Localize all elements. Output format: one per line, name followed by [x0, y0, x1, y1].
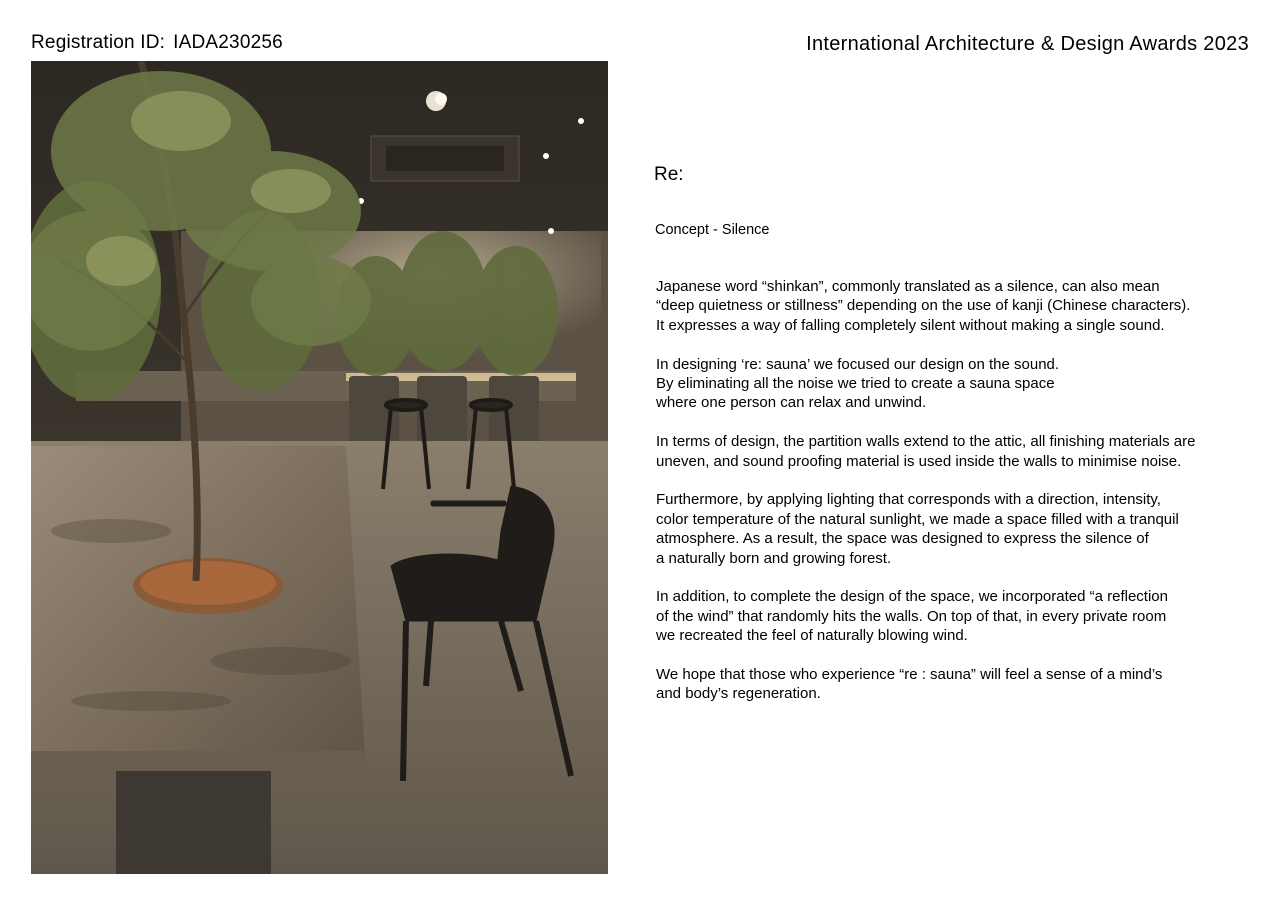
paragraph — [656, 355, 1256, 413]
registration-value: IADA230256 — [173, 32, 283, 53]
interior-photo — [31, 61, 608, 874]
text-line: “deep quietness or stillness” depending on the use of kanji (Chinese characters). — [656, 297, 1191, 315]
registration-id — [31, 32, 283, 54]
text-line: uneven, and sound proofing material is used inside the walls to minimise noise. — [656, 452, 1182, 470]
text-line: We hope that those who experience “re : sauna” will feel a sense of a mind’s — [656, 666, 1163, 684]
paragraph — [656, 277, 1256, 335]
paragraph — [656, 490, 1256, 568]
award-title: International Architecture & Design Awards 2023 — [806, 33, 1249, 55]
text-line: color temperature of the natural sunlight, we made a space filled with a tranquil — [656, 510, 1179, 528]
concept-text — [656, 277, 1256, 723]
text-line: a naturally born and growing forest. — [656, 549, 892, 567]
paragraph — [656, 432, 1256, 471]
registration-label: Registration ID: — [31, 32, 166, 53]
text-line: and body’s regeneration. — [656, 685, 821, 703]
paragraph — [656, 587, 1256, 645]
text-line: In designing ‘re: sauna’ we focused our design on the sound. — [656, 355, 1060, 373]
text-line: we recreated the feel of naturally blowing wind. — [656, 627, 968, 645]
text-line: It expresses a way of falling completely silent without making a single sound. — [656, 316, 1165, 334]
project-title: Re: — [654, 164, 684, 185]
text-line: In terms of design, the partition walls extend to the attic, all finishing materials are — [656, 433, 1196, 451]
text-line: By eliminating all the noise we tried to create a sauna space — [656, 375, 1055, 393]
text-line: where one person can relax and unwind. — [656, 394, 927, 412]
text-line: Furthermore, by applying lighting that corresponds with a direction, intensity, — [656, 491, 1161, 509]
text-line: of the wind” that randomly hits the walls. On top of that, in every private room — [656, 607, 1167, 625]
paragraph — [656, 665, 1256, 704]
text-line: Japanese word “shinkan”, commonly translated as a silence, can also mean — [656, 278, 1160, 295]
text-line: In addition, to complete the design of the space, we incorporated “a reflection — [656, 588, 1168, 606]
text-line: atmosphere. As a result, the space was designed to express the silence of — [656, 530, 1149, 548]
project-subtitle: Concept - Silence — [655, 222, 770, 238]
